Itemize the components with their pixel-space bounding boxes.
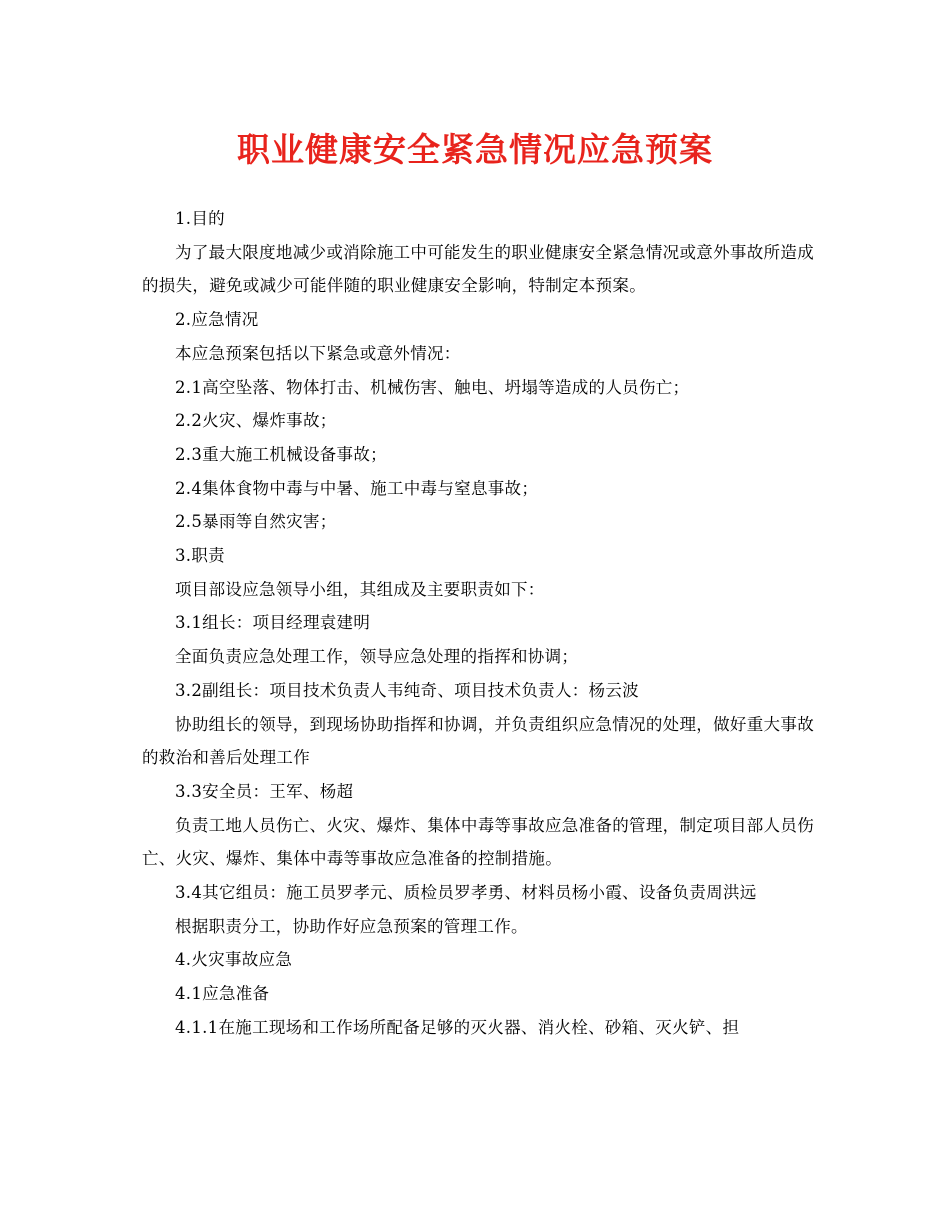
paragraph: 2.应急情况 (175, 310, 259, 330)
document-body (142, 202, 814, 1045)
paragraph: 全面负责应急处理工作，领导应急处理的指挥和协调； (175, 647, 579, 667)
paragraph: 本应急预案包括以下紧急或意外情况： (175, 343, 461, 363)
paragraph: 3.3安全员：王军、杨超 (175, 781, 354, 801)
document-title: 职业健康安全紧急情况应急预案 (237, 130, 713, 169)
paragraph: 3.1组长：项目经理袁建明 (175, 613, 371, 633)
paragraph: 4.1应急准备 (175, 984, 270, 1004)
paragraph: 负责工地人员伤亡、火灾、爆炸、集体中毒等事故应急准备的管理，制定项目部人员伤亡、火灾、爆炸、集体中毒等事故应急准备的控制措施。 (142, 815, 814, 869)
paragraph: 协助组长的领导，到现场协助指挥和协调，并负责组织应急情况的处理，做好重大事故的救治和善后处理工作 (142, 714, 814, 768)
paragraph: 根据职责分工，协助作好应急预案的管理工作。 (175, 916, 528, 936)
paragraph: 2.4集体食物中毒与中暑、施工中毒与窒息事故； (175, 478, 539, 498)
paragraph: 为了最大限度地减少或消除施工中可能发生的职业健康安全紧急情况或意外事故所造成的损失，避免或减少可能伴随的职业健康安全影响，特制定本预案。 (142, 242, 814, 296)
paragraph: 2.1高空坠落、物体打击、机械伤害、触电、坍塌等造成的人员伤亡； (175, 377, 690, 397)
paragraph: 2.2火灾、爆炸事故； (175, 411, 337, 431)
paragraph: 项目部设应急领导小组，其组成及主要职责如下： (175, 579, 545, 599)
paragraph: 3.4其它组员：施工员罗孝元、质检员罗孝勇、材料员杨小霞、设备负责周洪远 (175, 883, 757, 903)
paragraph: 3.2副组长：项目技术负责人韦纯奇、项目技术负责人：杨云波 (175, 680, 639, 700)
paragraph: 2.3重大施工机械设备事故； (175, 444, 387, 464)
paragraph: 2.5暴雨等自然灾害； (175, 512, 337, 532)
paragraph: 4.1.1在施工现场和工作场所配备足够的灭火器、消火栓、砂箱、灭火铲、担 (175, 1017, 740, 1037)
paragraph: 3.职责 (175, 546, 225, 566)
paragraph: 1.目的 (175, 209, 225, 228)
paragraph: 4.火灾事故应急 (175, 950, 293, 970)
